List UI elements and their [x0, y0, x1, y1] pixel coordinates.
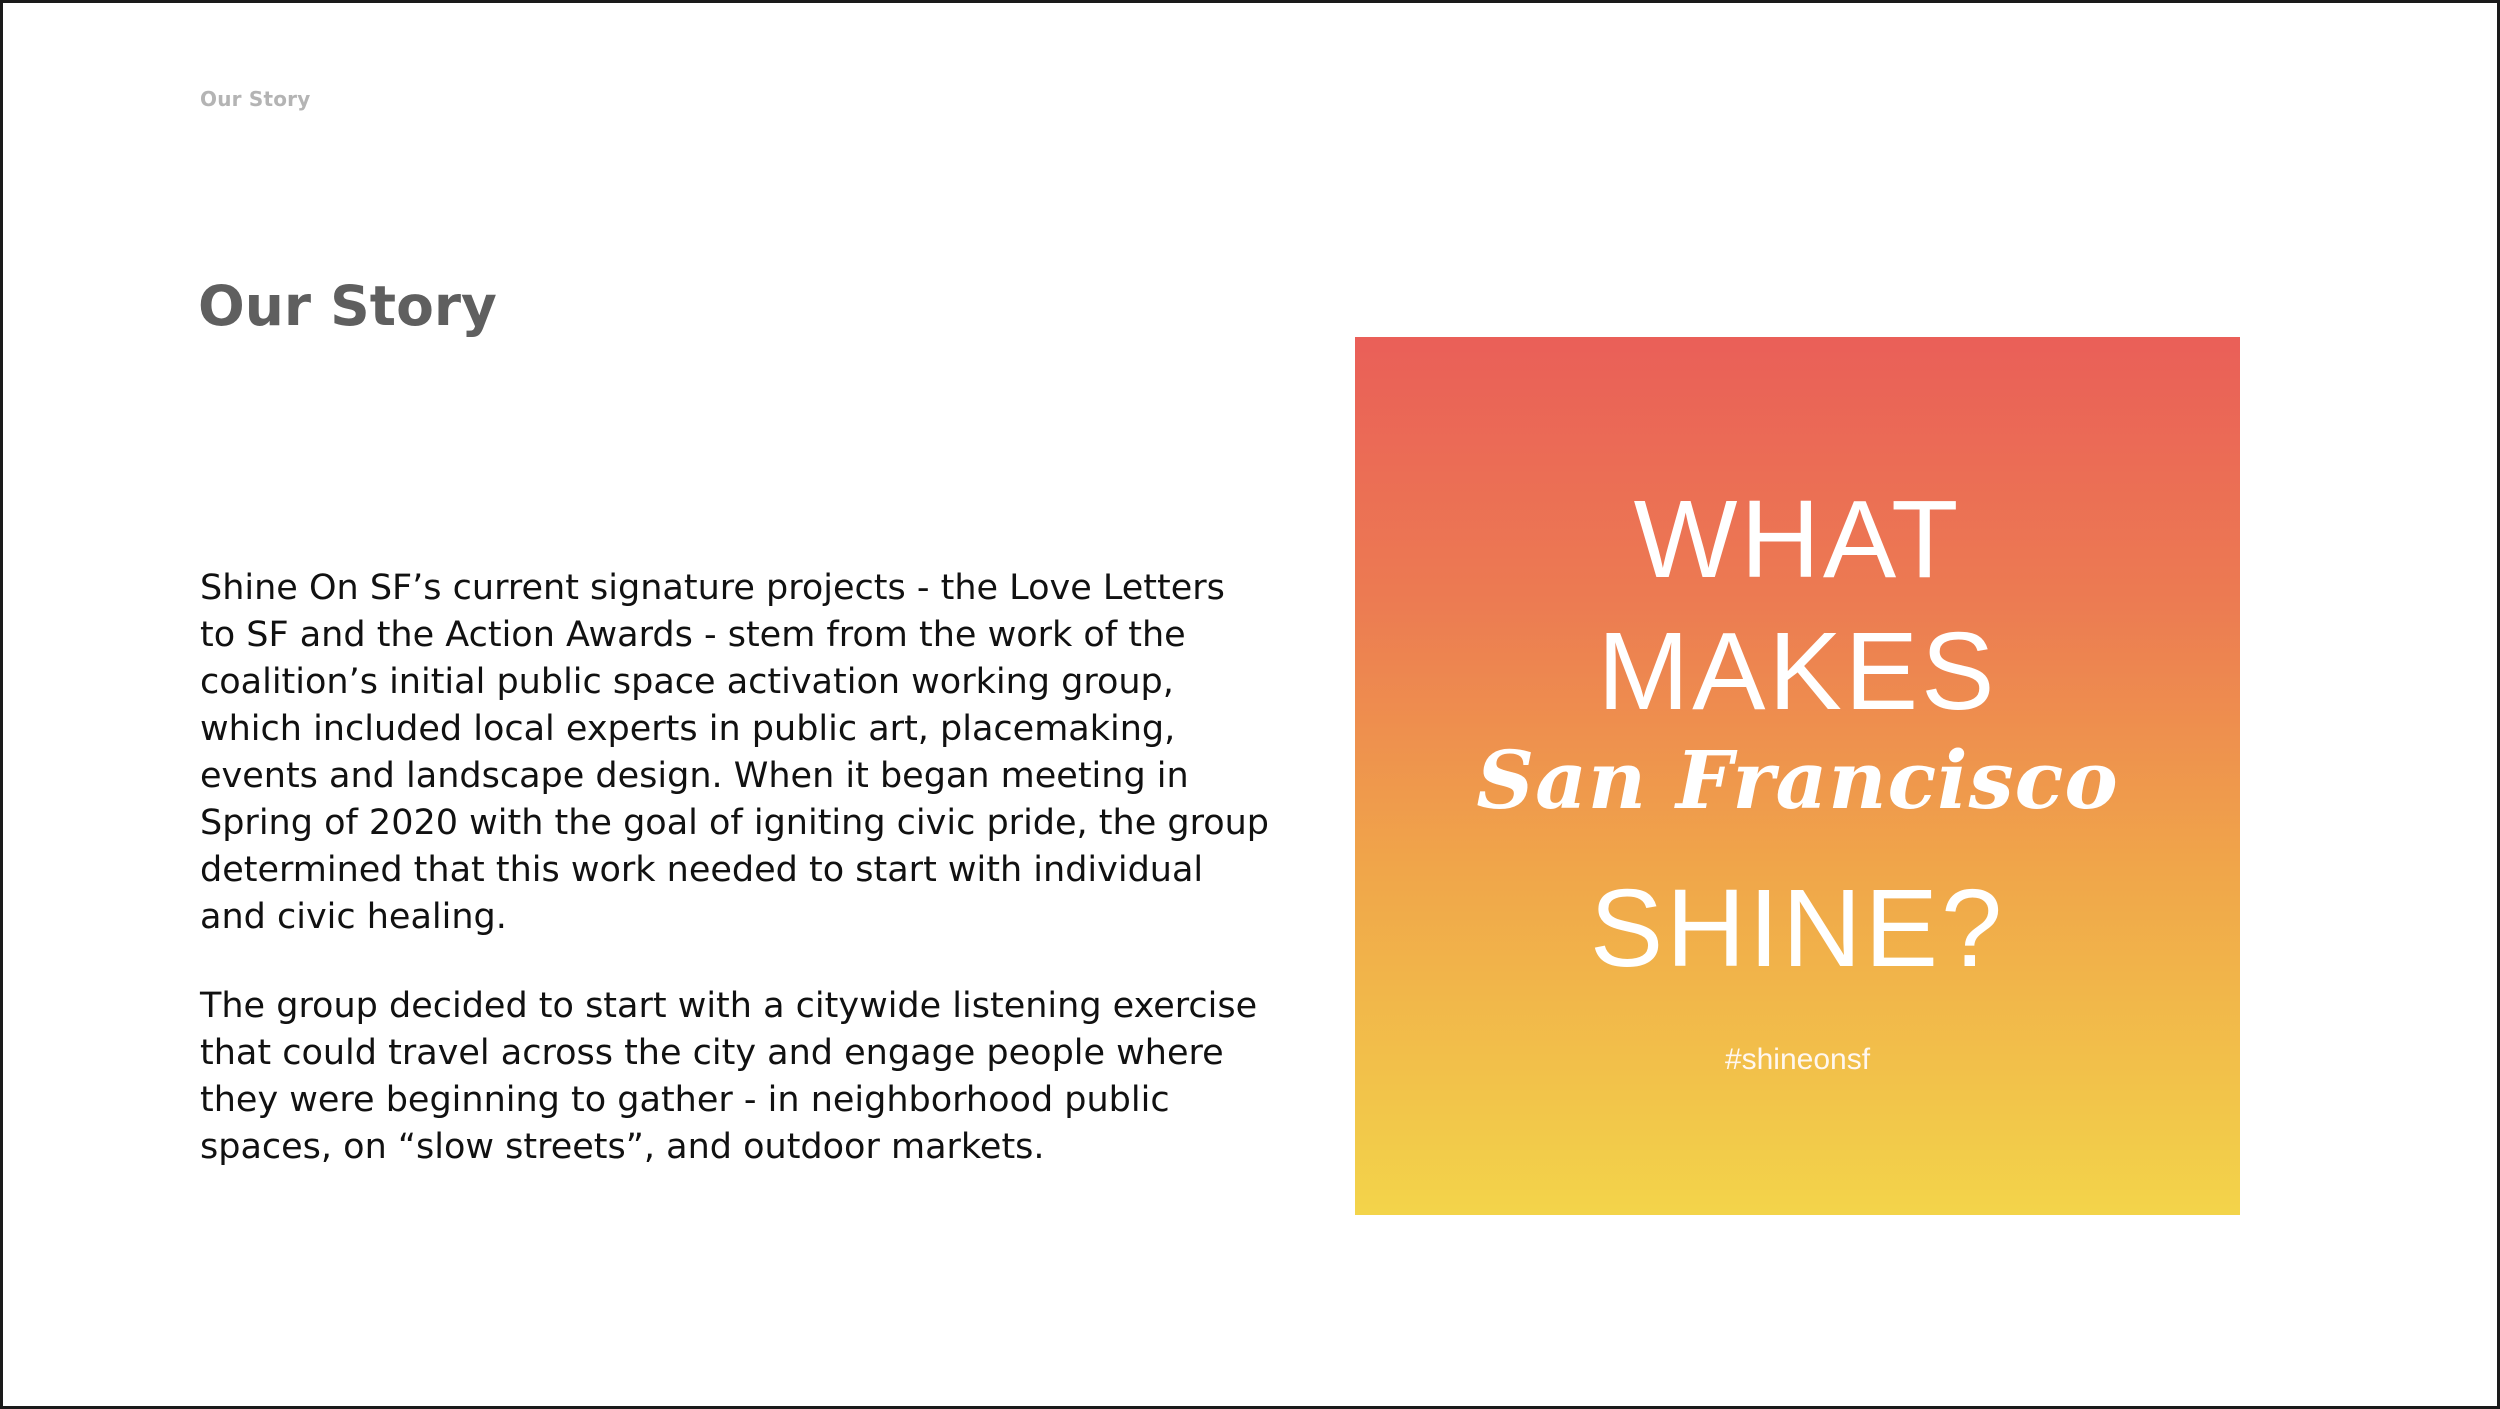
story-paragraph-1: Shine On SF’s current signature projects - the Love Letters to SF and the Action Awards - stem from the work of the coalition’s initial public space activation working group, which included local experts in public art, placemaking, events and landscape design. When it began meeting in Spring of 2020 with the goal of igniting civic pride, the group determined that this work needed to start with individual and civic healing.: [200, 568, 1270, 937]
poster-line-what: WHAT: [1633, 478, 1962, 601]
story-paragraph-2: The group decided to start with a citywide listening exercise that could travel across the city and engage people where they were beginning to gather - in neighborhood public spaces, on “slow streets”, and outdoor markets.: [200, 986, 1258, 1167]
page-title: Our Story: [198, 274, 497, 338]
poster-line-san-francisco: San Francisco: [1476, 733, 2119, 827]
breadcrumb: Our Story: [200, 87, 311, 111]
poster-line-shine: SHINE?: [1589, 867, 2006, 990]
shine-poster-image: [1355, 337, 2240, 1215]
story-body: [200, 565, 1270, 1213]
poster-hashtag: #shineonsf: [1724, 1043, 1871, 1076]
poster-line-makes: MAKES: [1597, 610, 1998, 733]
